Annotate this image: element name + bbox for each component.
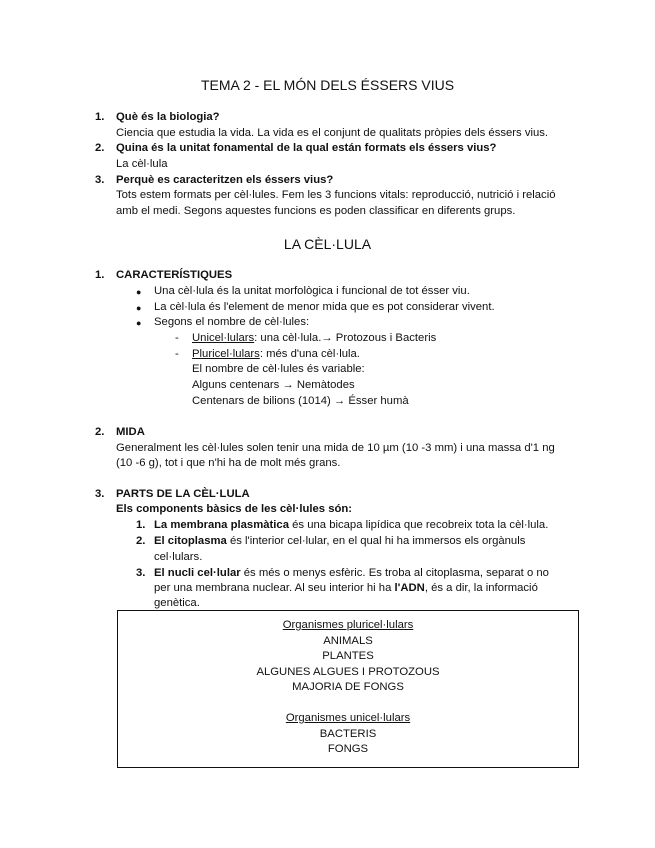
- section-2-line-2: (10 -6 g), tot i que n'hi ha de molt més grans.: [116, 457, 341, 469]
- part-3-line-2c: , és a dir, la informació: [424, 582, 538, 594]
- question-1: Què és la biologia?: [116, 111, 220, 123]
- part-2: [154, 535, 525, 547]
- part-3-adn: l'ADN: [394, 582, 425, 594]
- bullet-item-2: La cèl·lula és l'element de menor mida que es pot considerar vivent.: [154, 301, 495, 313]
- section-2-number: 2.: [95, 426, 105, 438]
- pluricellular-item: MAJORIA DE FONGS: [292, 681, 404, 693]
- section-title: LA CÈL·LULA: [283, 236, 372, 252]
- unicellular-text: : una cèl·lula.→ Protozous i Bacteris: [254, 332, 437, 344]
- question-2-number: 2.: [95, 142, 105, 154]
- unicellular-label: Unicel·lulars: [192, 332, 255, 344]
- answer-1: Ciencia que estudia la vida. La vida es el conjunt de qualitats pròpies dels éssers vius.: [116, 127, 549, 139]
- part-3-number: 3.: [136, 567, 146, 579]
- question-3-number: 3.: [95, 174, 105, 186]
- bullet-icon: ●: [136, 303, 142, 313]
- part-3-line-2: [154, 582, 538, 594]
- part-3-line-3: genètica.: [154, 597, 200, 609]
- pluricellular-line: [192, 348, 360, 360]
- question-1-number: 1.: [95, 111, 105, 123]
- pluricellular-item: PLANTES: [322, 650, 374, 662]
- section-3-subheading: Els components bàsics de les cèl·lules són:: [116, 503, 353, 515]
- answer-3-line-2: amb el medi. Segons aquestes funcions es poden classificar en diferents grups.: [116, 205, 516, 217]
- bullet-icon: ●: [136, 287, 142, 297]
- sub-line-1: El nombre de cèl·lules és variable:: [192, 363, 365, 375]
- part-3: [154, 567, 549, 579]
- part-2-number: 2.: [136, 535, 146, 547]
- pluricellular-label: Pluricel·lulars: [192, 348, 260, 360]
- bullet-icon: ●: [136, 318, 142, 328]
- unicellular-item: BACTERIS: [319, 728, 377, 740]
- part-1-term: La membrana plasmàtica: [154, 519, 289, 531]
- part-3-text: és més o menys esfèric. Es troba al citoplasma, separat o no: [240, 567, 549, 579]
- part-1: [154, 519, 548, 531]
- section-1-heading: CARACTERÍSTIQUES: [116, 269, 233, 281]
- part-2-text: és l'interior cel·lular, en el qual hi ha immersos els orgànuls: [226, 535, 526, 547]
- section-3-heading: PARTS DE LA CÈL·LULA: [116, 488, 250, 500]
- organisms-box: [117, 610, 579, 768]
- part-1-number: 1.: [136, 519, 146, 531]
- section-2-line-1: Generalment les cèl·lules solen tenir una mida de 10 µm (10 -3 mm) i una massa d'1 ng: [116, 442, 555, 454]
- sub-line-2: Alguns centenars → Nemàtodes: [192, 379, 355, 391]
- bullet-item-1: Una cèl·lula és la unitat morfològica i funcional de tot ésser viu.: [154, 285, 470, 297]
- answer-3-line-1: Tots estem formats per cèl·lules. Fem les 3 funcions vitals: reproducció, nutrició i relació: [116, 189, 556, 201]
- sub-line-3: Centenars de bilions (1014) → Ésser humà: [192, 395, 409, 407]
- pluricellular-item: ALGUNES ALGUES I PROTOZOUS: [256, 666, 440, 678]
- page-title: TEMA 2 - EL MÓN DELS ÉSSERS VIUS: [200, 77, 455, 93]
- part-2-term: El citoplasma: [154, 535, 227, 547]
- part-2-line-2: cel·lulars.: [154, 551, 203, 563]
- pluricellular-text: : més d'una cèl·lula.: [259, 348, 360, 360]
- unicellular-item: FONGS: [327, 743, 369, 755]
- unicellular-line: [192, 332, 436, 344]
- section-2-heading: MIDA: [116, 426, 145, 438]
- part-1-text: és una bicapa lipídica que recobreix tota la cèl·lula.: [289, 519, 549, 531]
- dash-icon: -: [175, 348, 179, 360]
- section-3-number: 3.: [95, 488, 105, 500]
- pluricellular-title: Organismes pluricel·lulars: [282, 619, 414, 631]
- dash-icon: -: [175, 332, 179, 344]
- section-1-number: 1.: [95, 269, 105, 281]
- answer-2: La cèl·lula: [116, 158, 168, 170]
- bullet-item-3: Segons el nombre de cèl·lules:: [154, 316, 310, 328]
- part-3-term: El nucli cel·lular: [154, 567, 241, 579]
- unicellular-title: Organismes unicel·lulars: [285, 712, 411, 724]
- question-2: Quina és la unitat fonamental de la qual están formats els éssers vius?: [116, 142, 497, 154]
- part-3-line-2a: per una membrana nuclear. Al seu interior hi ha: [154, 582, 395, 594]
- question-3: Perquè es caracteritzen els éssers vius?: [116, 174, 334, 186]
- pluricellular-item: ANIMALS: [323, 635, 373, 647]
